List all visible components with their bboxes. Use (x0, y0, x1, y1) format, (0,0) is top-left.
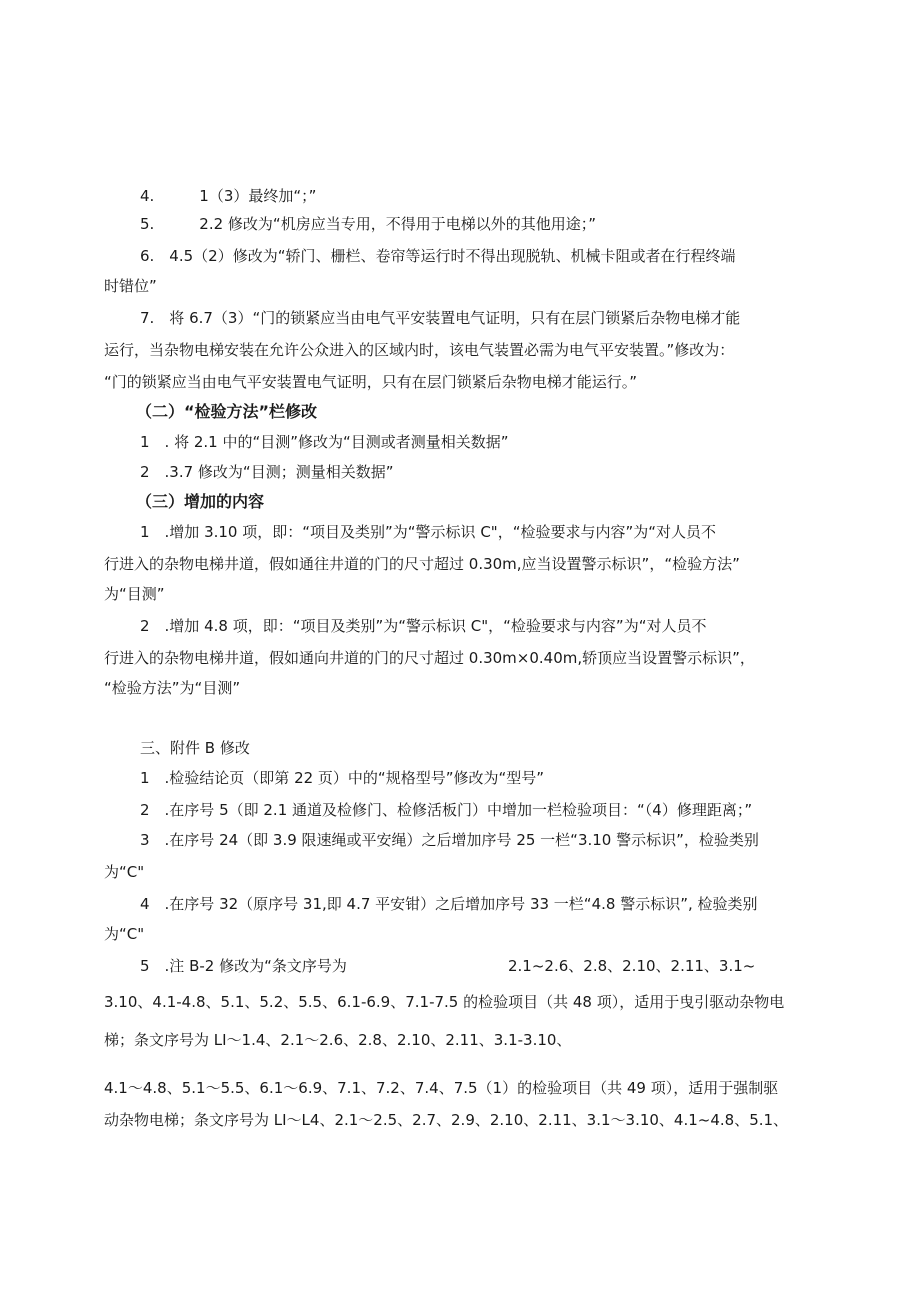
text-line: 动杂物电梯；条文序号为 LI～L4、2.1～2.5、2.7、2.9、2.10、2.11、3.1～3.10、4.1~4.8、5.1、 (104, 1111, 789, 1129)
text-line: 时错位” (104, 277, 157, 295)
text-line: 1 .增加 3.10 项，即：“项目及类别”为“警示标识 C"，“检验要求与内容”为“对人员不 (140, 523, 717, 541)
section-heading: 三、附件 B 修改 (140, 739, 250, 757)
text-line: 3 .在序号 24（即 3.9 限速绳或平安绳）之后增加序号 25 一栏“3.10 警示标识”，检验类别 (140, 831, 759, 849)
text-line: 5. 2.2 修改为“机房应当专用，不得用于电梯以外的其他用途；” (140, 215, 596, 233)
text-line: 7. 将 6.7（3）“门的锁紧应当由电气平安装置电气证明，只有在层门锁紧后杂物电梯才能 (140, 309, 741, 327)
section-heading: （三）增加的内容 (136, 492, 265, 511)
text-line: 运行，当杂物电梯安装在允许公众进入的区域内时，该电气装置必需为电气平安装置。”修改为： (104, 341, 735, 359)
text-line: 4. 1（3）最终加“；” (140, 187, 317, 205)
text-line: “检验方法”为“目测” (104, 679, 241, 697)
section-heading: （二）“检验方法”栏修改 (136, 402, 318, 421)
text-line: 2 .在序号 5（即 2.1 通道及检修门、检修活板门）中增加一栏检验项目：“（4）修理距离；” (140, 801, 753, 819)
text-line: 6. 4.5（2）修改为“轿门、栅栏、卷帘等运行时不得出现脱轨、机械卡阻或者在行程终端 (140, 247, 736, 265)
text-line: 2 .增加 4.8 项，即：“项目及类别”为“警示标识 C"，“检验要求与内容”为“对人员不 (140, 617, 707, 635)
text-line: “门的锁紧应当由电气平安装置电气证明，只有在层门锁紧后杂物电梯才能运行。” (104, 373, 638, 391)
text-line: 1 . 将 2.1 中的“目测”修改为“目测或者测量相关数据” (140, 433, 509, 451)
text-line: 梯；条文序号为 LI～1.4、2.1～2.6、2.8、2.10、2.11、3.1-3.10、 (104, 1031, 572, 1049)
text-line: 2 .3.7 修改为“目测；测量相关数据” (140, 463, 394, 481)
text-line: 5 .注 B-2 修改为“条文序号为 (140, 957, 347, 975)
text-line: 4.1～4.8、5.1～5.5、6.1～6.9、7.1、7.2、7.4、7.5（1）的检验项目（共 49 项），适用于强制驱 (104, 1079, 779, 1097)
text-line: 2.1~2.6、2.8、2.10、2.11、3.1~ (508, 957, 756, 975)
text-line: 为“C" (104, 863, 145, 881)
text-line: 行进入的杂物电梯井道，假如通往井道的门的尺寸超过 0.30m,应当设置警示标识”，“检验方法” (104, 555, 740, 573)
text-line: 为“C" (104, 925, 145, 943)
text-line: 4 .在序号 32（原序号 31,即 4.7 平安钳）之后增加序号 33 一栏“4.8 警示标识”, 检验类别 (140, 895, 758, 913)
text-line: 行进入的杂物电梯井道，假如通向井道的门的尺寸超过 0.30m×0.40m,轿顶应当设置警示标识”， (104, 649, 755, 667)
text-line: 为“目测” (104, 585, 165, 603)
text-line: 1 .检验结论页（即第 22 页）中的“规格型号”修改为“型号” (140, 769, 545, 787)
text-line: 3.10、4.1-4.8、5.1、5.2、5.5、6.1-6.9、7.1-7.5 的检验项目（共 48 项），适用于曳引驱动杂物电 (104, 993, 785, 1011)
